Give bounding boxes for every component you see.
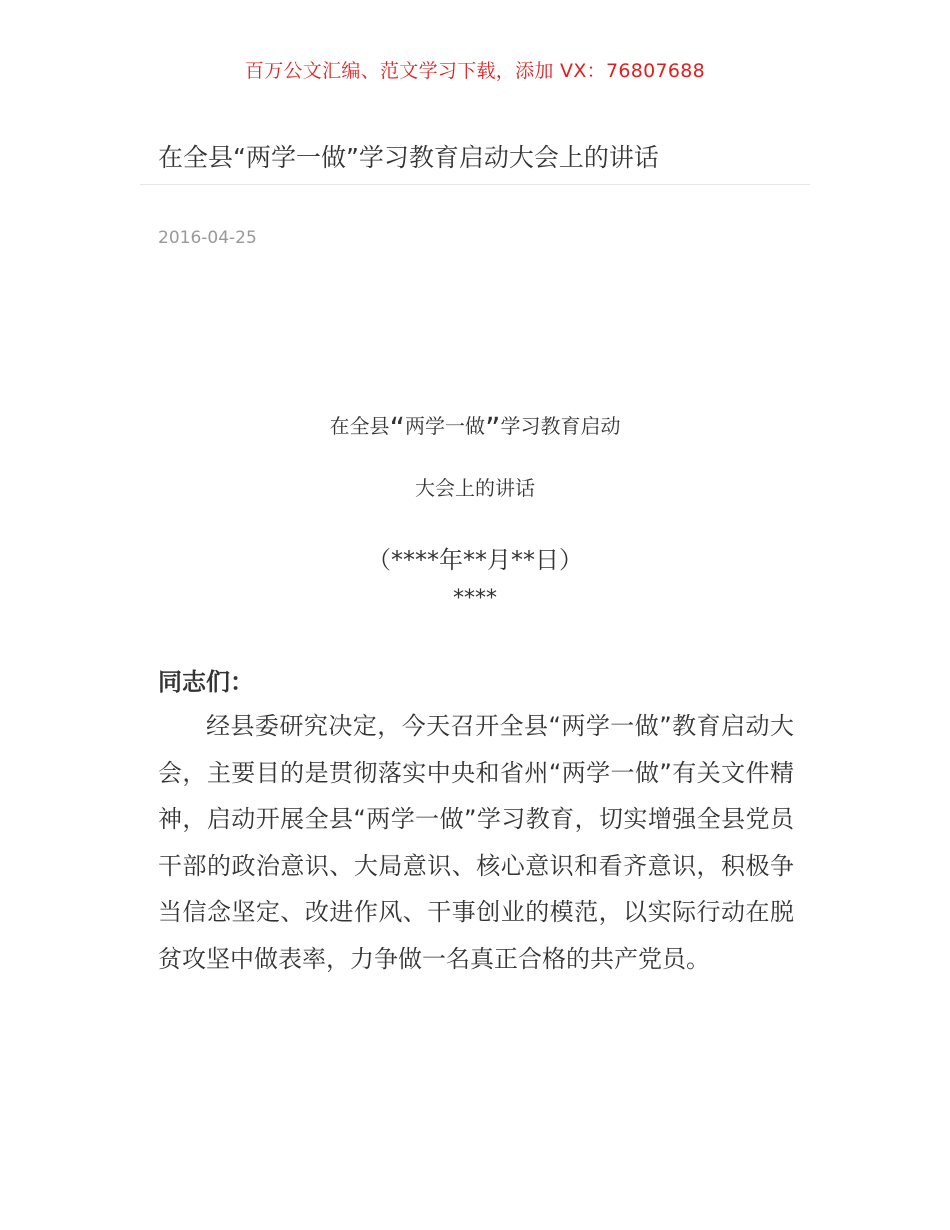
heading-quote-close: ”	[485, 412, 501, 447]
article-title: 在全县“两学一做”学习教育启动大会上的讲话	[158, 143, 659, 172]
heading-quote-open: “	[389, 412, 405, 447]
document-heading-line1	[0, 410, 950, 445]
heading-part3: 学习教育启动	[500, 414, 621, 438]
promo-banner: 百万公文汇编、范文学习下载，添加 VX：76807688	[244, 60, 706, 82]
salutation: 同志们：	[158, 668, 254, 696]
document-speaker: ****	[453, 586, 497, 611]
document-heading-line2: 大会上的讲话	[415, 476, 535, 500]
title-divider	[140, 184, 810, 185]
heading-part1: 在全县	[329, 414, 390, 438]
heading-part2: 两学一做	[405, 414, 485, 438]
body-paragraph: 经县委研究决定，今天召开全县“两学一做”教育启动大会，主要目的是贯彻落实中央和省州“两学一做”有关文件精神，启动开展全县“两学一做”学习教育，切实增强全县党员干部的政治意识、大局意识、核心意识和看齐意识，积极争当信念坚定、改进作风、干事创业的模范，以实际行动在脱贫攻坚中做表率，力争做一名真正合格的共产党员。	[158, 712, 794, 973]
document-date-line: （****年**月**日）	[367, 546, 583, 574]
publish-date: 2016-04-25	[158, 228, 257, 248]
